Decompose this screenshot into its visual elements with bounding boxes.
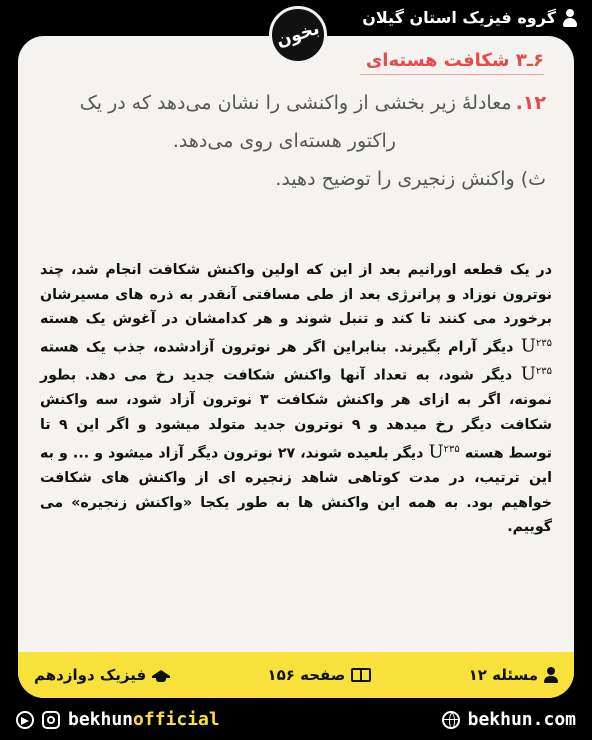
social-handle[interactable]	[16, 709, 220, 730]
person-icon	[562, 9, 578, 27]
footer-info-bar	[18, 652, 574, 698]
instagram-icon[interactable]	[42, 711, 60, 729]
website-text: bekhun.com	[467, 709, 576, 730]
group-name: گروه فیزیک استان گیلان	[362, 8, 556, 27]
social-suffix: official	[133, 709, 220, 730]
page-info	[267, 666, 371, 684]
graduation-cap-icon	[152, 668, 170, 682]
group-title	[362, 8, 578, 27]
problem-info	[469, 666, 558, 684]
answer-part-4: دیگر بلعیده شوند، ۲۷ نوترون دیگر آزاد میشود و ... و به این ترتیب، در مدت کوتاهی شاهد زنجیره ای از واکنش های شکافت خواهیم بود. به همه این واکنش ها به طور یکجا «واکنش زنجیره» می گوییم.	[40, 445, 552, 536]
answer-part-2: دیگر آرام بگیرند. بنابراین اگر هر نوترون آزادشده، جذب یک هسته	[40, 339, 514, 356]
problem-number: ۱۲.	[515, 92, 546, 114]
book-label: فیزیک دوازدهم	[34, 666, 147, 684]
book-info	[34, 666, 170, 684]
telegram-icon[interactable]	[16, 711, 34, 729]
uranium-mass: ۲۳۵	[535, 337, 552, 349]
brand-logo[interactable]	[269, 6, 327, 64]
problem-label: مسئله ۱۲	[468, 666, 538, 684]
bottom-bar	[0, 700, 592, 740]
answer-part-1: در یک قطعه اورانیم بعد از این که اولین واکنش شکافت انجام شد، چند نوترون نوزاد و پرانرژی بعد از طی مسافتی آنقدر به ذره های مسیرشان برخورد می کنند تا کند و تنبل شوند و هر کدامشان در آغوش یک هسته	[40, 262, 552, 328]
uranium-symbol: U	[520, 363, 536, 385]
uranium-symbol: U	[428, 441, 444, 463]
uranium-symbol: U	[520, 335, 536, 357]
uranium-mass: ۲۳۵	[443, 443, 460, 455]
globe-icon	[442, 711, 460, 729]
website-link[interactable]	[442, 709, 576, 730]
problem-statement	[46, 84, 546, 198]
problem-line-2: راکتور هسته‌ای روی می‌دهد.	[172, 130, 396, 152]
logo-text: بخون	[274, 18, 322, 52]
user-icon	[544, 667, 558, 683]
problem-line-3: ث) واکنش زنجیری را توضیح دهید.	[275, 168, 546, 190]
social-prefix: bekhun	[68, 709, 134, 730]
answer-text	[40, 258, 552, 540]
page-label: صفحه ۱۵۶	[267, 666, 346, 684]
answer-part-3: دیگر شود، به تعداد آنها واکنش شکافت جدید رخ می دهد. بطور نمونه، اگر به ازای هر واکنش شکافت ۳ نوترون آزاد شود، سه واکنش شکافت دیگر رخ میدهد و ۹ نوترون جدید متولد میشود و اگر این ۹ تا توسط هسته	[40, 367, 552, 462]
book-icon	[351, 668, 371, 682]
section-title: ۶ـ۳ شکافت هسته‌ای	[365, 50, 544, 71]
problem-line-1: معادلهٔ زیر بخشی از واکنشی را نشان می‌دهد که در یک	[79, 92, 512, 114]
content-card	[18, 36, 574, 698]
uranium-mass: ۲۳۵	[535, 366, 552, 378]
